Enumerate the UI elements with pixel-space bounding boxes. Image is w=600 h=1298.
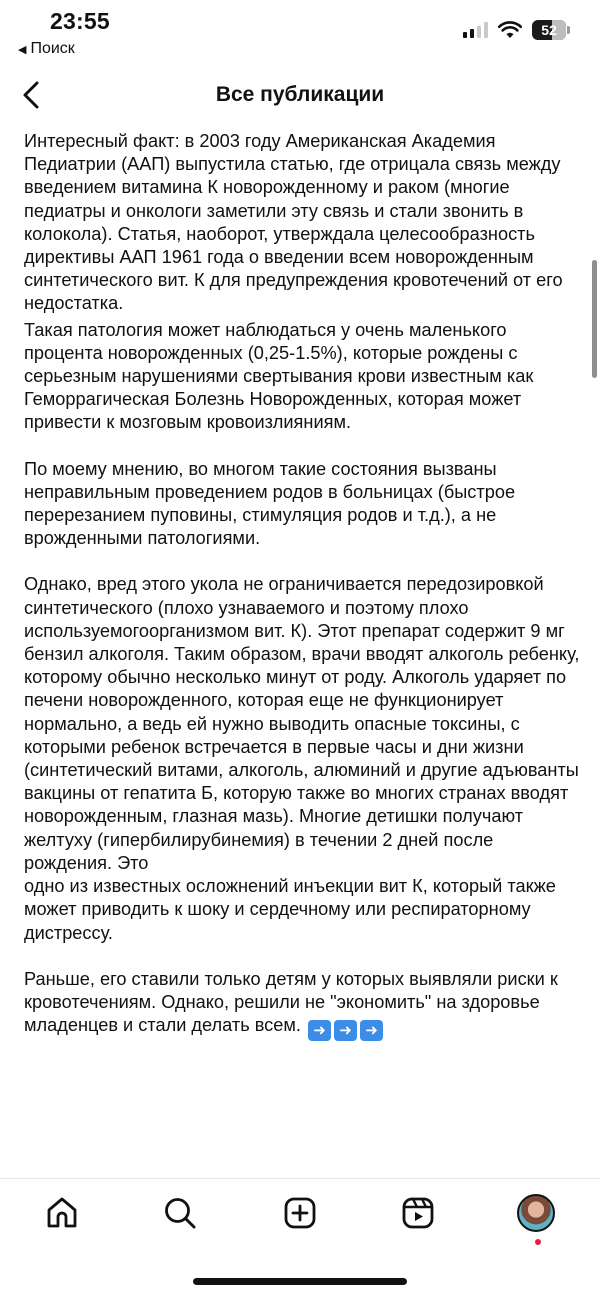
caption-paragraph: Интересный факт: в 2003 году Американская Академия Педиатрии (ААП) выпустила статью, где отрицала связь между введением витамина К новорожденному и раком (многие педиатры и онкологи заметили эту связь и стали звонить в колокола). Статья, наоборот, утверждала целесообразность директивы ААП 1961 года о введении всем новорожденным синтетического вит. К для предупреждения кровотечений от его недостатка.	[24, 131, 563, 314]
home-icon	[45, 1196, 79, 1230]
page-title: Все публикации	[215, 83, 385, 106]
scrollbar[interactable]	[592, 260, 597, 378]
battery-icon	[532, 20, 566, 40]
back-triangle-icon: ◀	[18, 43, 27, 56]
arrow-emojis	[308, 1020, 383, 1041]
tab-home[interactable]	[42, 1193, 82, 1233]
right-arrow-emoji-icon: ➜	[334, 1020, 357, 1041]
right-arrow-emoji-icon: ➜	[360, 1020, 383, 1041]
tab-profile[interactable]	[516, 1193, 556, 1233]
caption-paragraph: По моему мнению, во многом такие состояния вызваны неправильным проведением родов в больницах (быстрое перерезанием пуповины, стимуляция родов и т.д.), а не врожденными патологиями.	[24, 458, 516, 549]
status-icons	[463, 20, 566, 40]
caption-text: Раньше, его ставили только детям у которых выявляли риски к кровотечениям. Однако, решили не "экономить" на здоровье младенцев и стали делать всем.	[24, 968, 558, 1036]
reels-icon	[401, 1196, 435, 1230]
status-time: 23:55	[50, 8, 110, 34]
nav-header	[0, 64, 600, 126]
tab-search[interactable]	[160, 1193, 200, 1233]
home-indicator[interactable]	[193, 1278, 407, 1285]
cellular-signal-icon	[463, 22, 488, 38]
wifi-icon	[498, 21, 522, 39]
right-arrow-emoji-icon: ➜	[308, 1020, 331, 1041]
caption-paragraph: Такая патология может наблюдаться у очень маленького процента новорожденных (0,25-1.5%), которые рождены с серьезным нарушениями свертывания крови известным как Геморрагическая Болезнь Новорожденных, которая может привести к мозговым кровоизлияниям.	[24, 319, 534, 433]
caption-paragraph: Однако, вред этого укола не ограничивается передозировкой синтетического (плохо узнаваемого и поэтому плохо используемогоорганизмом вит. К). Этот препарат содержит 9 мг бензил алкоголя. Таким образом, врачи вводят алкоголь ребенку, которому обычно несколько минут от роду. Алкоголь ударяет по печени новорожденного, которая еще не функционирует нормально, а ведь ей нужно выводить опасные токсины, с которыми ребенок встречается в первые часы и дни жизни (синтетический витами, алкоголь, алюминий и другие адъюванты вакцины от гепатита Б, которую также во многих странах вводят новорожденным, глазная мазь). Многие детишки получают желтуху (гипербилирубинемия) в течении 2 дней после рождения. Это	[24, 574, 580, 873]
back-to-app-link[interactable]	[18, 40, 75, 58]
create-icon	[283, 1196, 317, 1230]
back-to-app-label: Поиск	[30, 40, 75, 57]
caption-paragraph: одно из известных осложнений инъекции вит К, который также может приводить к шоку и сердечному или респираторному дистрессу.	[24, 876, 556, 943]
profile-avatar	[517, 1194, 555, 1232]
notification-dot	[535, 1239, 541, 1245]
status-bar	[0, 0, 600, 64]
tab-create[interactable]	[280, 1193, 320, 1233]
post-caption	[24, 130, 580, 1170]
search-icon	[163, 1196, 197, 1230]
battery-level: 52	[541, 22, 557, 38]
tab-reels[interactable]	[398, 1193, 438, 1233]
caption-paragraph-last	[24, 968, 580, 1041]
